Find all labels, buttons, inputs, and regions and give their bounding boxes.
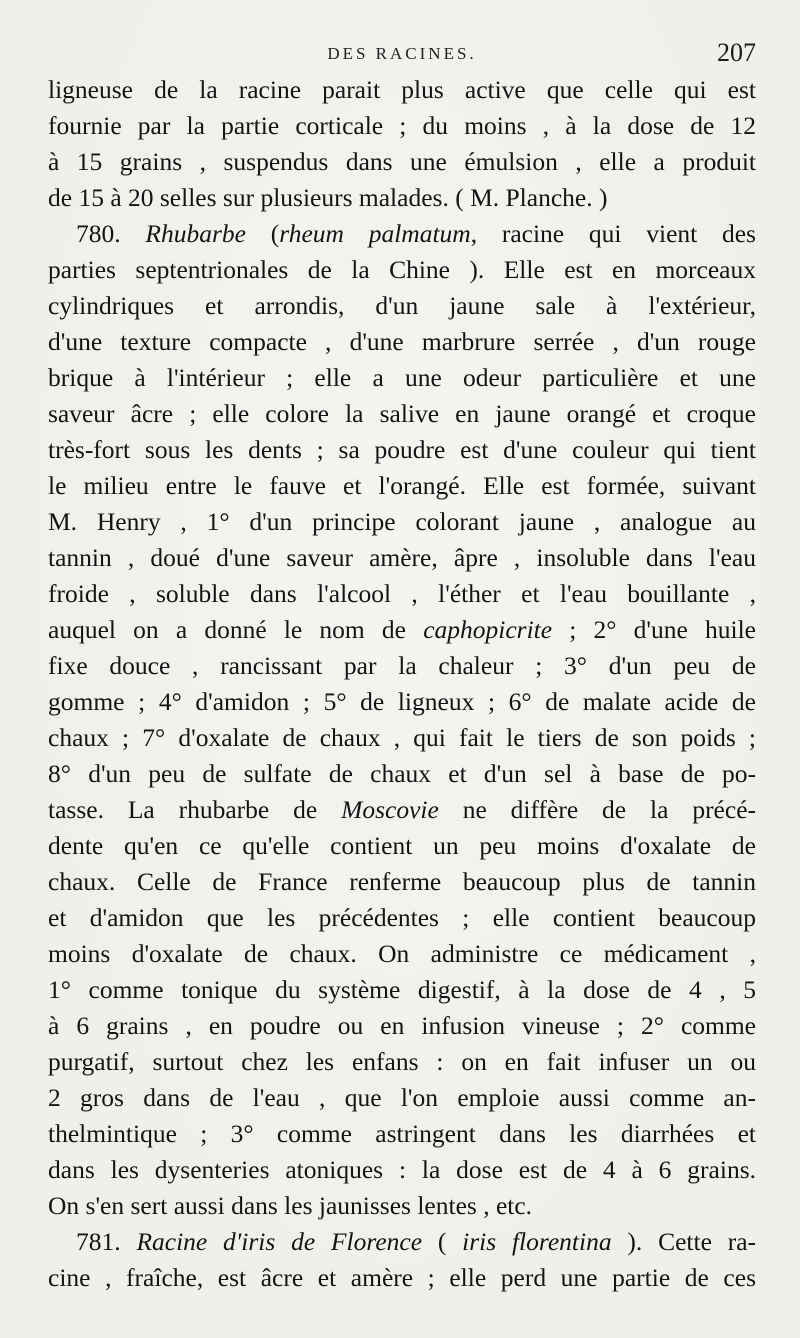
text-line: [48, 360, 756, 396]
italic-text: Rhubarbe: [145, 219, 246, 248]
text-segment: brique à l'intérieur ; elle a une odeur particulière et une: [48, 363, 756, 392]
text-line: [48, 1224, 756, 1260]
text-line: [48, 72, 756, 108]
text-line: [48, 720, 756, 756]
text-segment: 781.: [76, 1227, 137, 1256]
text-segment: de 15 à 20 selles sur plusieurs malades. ( M. Planche. ): [48, 183, 608, 212]
text-line: [48, 936, 756, 972]
text-segment: dans les dysenteries atoniques : la dose est de 4 à 6 grains.: [48, 1155, 756, 1184]
text-line: [48, 468, 756, 504]
text-segment: cine , fraîche, est âcre et amère ; elle perd une partie de ces: [48, 1263, 756, 1292]
text-line: [48, 180, 756, 216]
text-line: [48, 144, 756, 180]
text-line: [48, 1116, 756, 1152]
text-segment: fournie par la partie corticale ; du moins , à la dose de 12: [48, 111, 756, 140]
running-head: [48, 36, 756, 72]
text-segment: ; 2° d'une huile: [552, 615, 756, 644]
text-segment: auquel on a donné le nom de: [48, 615, 424, 644]
text-segment: M. Henry , 1° d'un principe colorant jaune , analogue au: [48, 507, 756, 536]
text-line: [48, 900, 756, 936]
text-line: [48, 216, 756, 252]
text-line: [48, 1260, 756, 1296]
text-segment: parties septentrionales de la Chine ). Elle est en morceaux: [48, 255, 756, 284]
text-line: [48, 1188, 756, 1224]
text-segment: et d'amidon que les précédentes ; elle contient beaucoup: [48, 903, 756, 932]
text-line: [48, 1044, 756, 1080]
text-segment: le milieu entre le fauve et l'orangé. Elle est formée, suivant: [48, 471, 756, 500]
italic-text: Moscovie: [341, 795, 439, 824]
text-line: [48, 252, 756, 288]
text-segment: purgatif, surtout chez les enfans : on en fait infuser un ou: [48, 1047, 756, 1076]
text-line: [48, 1008, 756, 1044]
text-segment: 2 gros dans de l'eau , que l'on emploie aussi comme an-: [48, 1083, 756, 1112]
text-line: [48, 324, 756, 360]
text-line: [48, 972, 756, 1008]
text-line: [48, 1152, 756, 1188]
text-segment: gomme ; 4° d'amidon ; 5° de ligneux ; 6° de malate acide de: [48, 687, 756, 716]
text-line: [48, 792, 756, 828]
text-segment: d'une texture compacte , d'une marbrure serrée , d'un rouge: [48, 327, 756, 356]
text-segment: à 6 grains , en poudre ou en infusion vineuse ; 2° comme: [48, 1011, 756, 1040]
text-segment: chaux. Celle de France renferme beaucoup plus de tannin: [48, 867, 756, 896]
text-line: [48, 540, 756, 576]
text-segment: saveur âcre ; elle colore la salive en jaune orangé et croque: [48, 399, 756, 428]
italic-text: iris florentina: [462, 1227, 612, 1256]
text-line: [48, 864, 756, 900]
running-title: DES RACINES.: [327, 44, 477, 63]
italic-text: Racine d'iris de Florence: [136, 1227, 423, 1256]
text-line: [48, 396, 756, 432]
text-line: [48, 108, 756, 144]
text-segment: 8° d'un peu de sulfate de chaux et d'un sel à base de po-: [48, 759, 756, 788]
text-segment: ne diffère de la précé-: [438, 795, 756, 824]
text-segment: (: [422, 1227, 463, 1256]
text-segment: froide , soluble dans l'alcool , l'éther et l'eau bouillante ,: [48, 579, 756, 608]
text-segment: On s'en sert aussi dans les jaunisses lentes , etc.: [48, 1191, 533, 1220]
text-segment: , racine qui vient des: [470, 219, 756, 248]
text-segment: tannin , doué d'une saveur amère, âpre , insoluble dans l'eau: [48, 543, 756, 572]
text-segment: à 15 grains , suspendus dans une émulsion , elle a produit: [48, 147, 756, 176]
text-line: [48, 576, 756, 612]
body-text: [48, 72, 756, 1296]
text-segment: cylindriques et arrondis, d'un jaune sale à l'extérieur,: [48, 291, 756, 320]
text-segment: moins d'oxalate de chaux. On administre ce médicament ,: [48, 939, 756, 968]
text-line: [48, 288, 756, 324]
italic-text: caphopicrite: [423, 615, 553, 644]
text-segment: dente qu'en ce qu'elle contient un peu moins d'oxalate de: [48, 831, 756, 860]
text-segment: fixe douce , rancissant par la chaleur ; 3° d'un peu de: [48, 651, 756, 680]
text-line: [48, 828, 756, 864]
text-line: [48, 648, 756, 684]
text-segment: très-fort sous les dents ; sa poudre est d'une couleur qui tient: [48, 435, 756, 464]
text-segment: ). Cette ra-: [611, 1227, 756, 1256]
text-line: [48, 504, 756, 540]
text-line: [48, 756, 756, 792]
page-number: 207: [717, 38, 756, 67]
text-line: [48, 432, 756, 468]
text-segment: tasse. La rhubarbe de: [48, 795, 342, 824]
text-line: [48, 1080, 756, 1116]
text-segment: ligneuse de la racine parait plus active que celle qui est: [48, 75, 756, 104]
text-segment: chaux ; 7° d'oxalate de chaux , qui fait le tiers de son poids ;: [48, 723, 756, 752]
text-segment: 1° comme tonique du système digestif, à la dose de 4 , 5: [48, 975, 756, 1004]
text-line: [48, 612, 756, 648]
text-line: [48, 684, 756, 720]
italic-text: rheum palmatum: [279, 219, 471, 248]
text-segment: 780.: [76, 219, 146, 248]
text-segment: thelmintique ; 3° comme astringent dans les diarrhées et: [48, 1119, 756, 1148]
text-segment: (: [245, 219, 280, 248]
